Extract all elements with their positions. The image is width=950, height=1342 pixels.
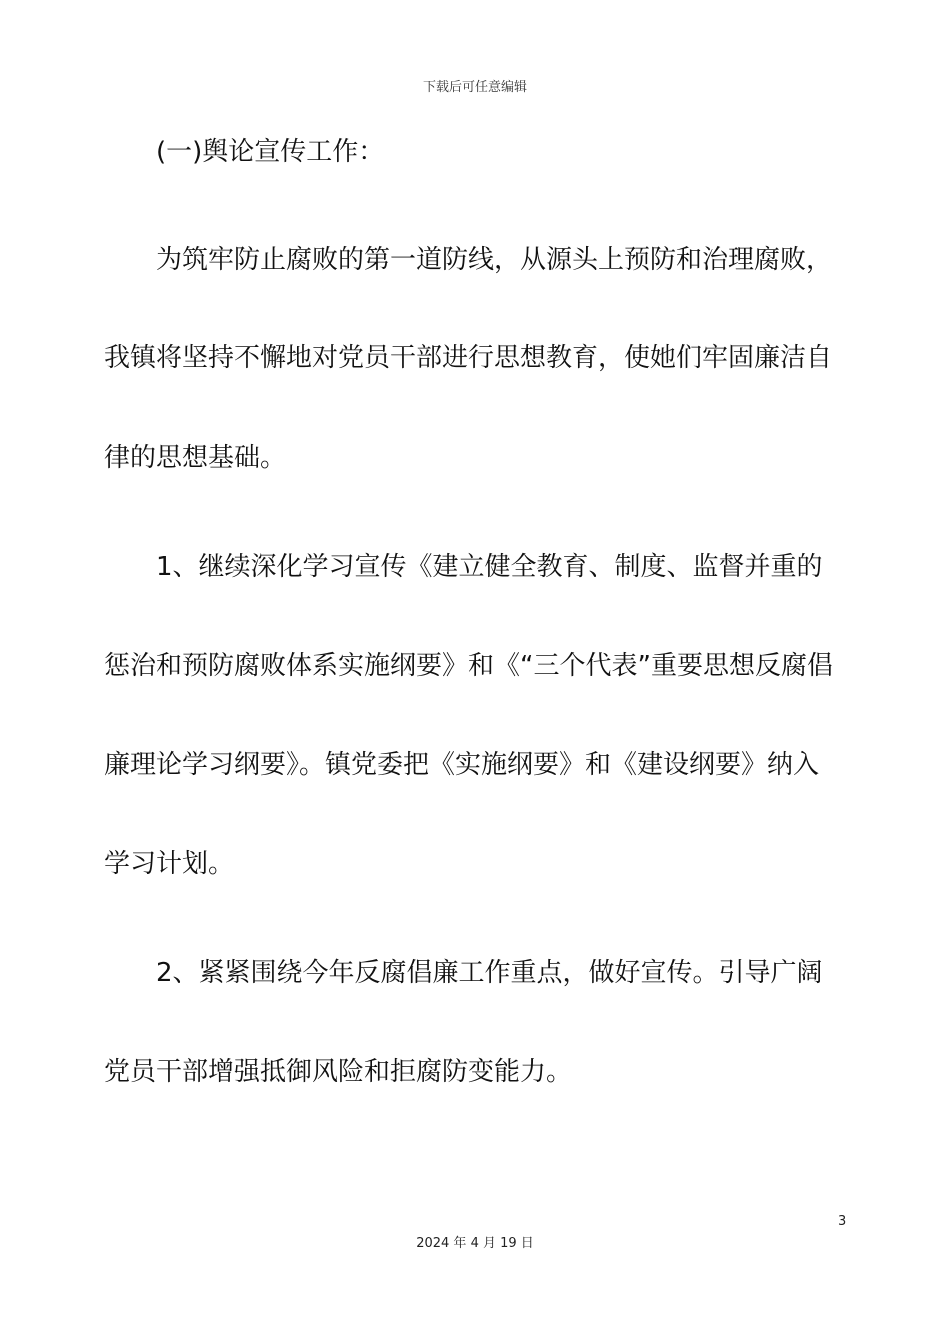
section-heading: (一)舆论宣传工作： xyxy=(156,137,385,167)
paragraph-line: 廉理论学习纲要》。镇党委把《实施纲要》和《建设纲要》纳入 xyxy=(104,750,820,780)
page-number: 3 xyxy=(838,1214,847,1229)
page-header-note: 下载后可任意编辑 xyxy=(422,80,527,95)
paragraph-line: 为筑牢防止腐败的第一道防线，从源头上预防和治理腐败， xyxy=(156,245,833,275)
paragraph-line: 我镇将坚持不懈地对党员干部进行思想教育，使她们牢固廉洁自 xyxy=(104,343,833,373)
footer-date: 2024 年 4 月 19 日 xyxy=(416,1236,534,1251)
paragraph-line: 党员干部增强抵御风险和拒腐防变能力。 xyxy=(104,1057,573,1087)
paragraph-line: 律的思想基础。 xyxy=(104,443,287,473)
paragraph-line: 学习计划。 xyxy=(104,849,235,879)
paragraph-line: 1、继续深化学习宣传《建立健全教育、制度、监督并重的 xyxy=(156,552,823,582)
paragraph-line: 2、紧紧围绕今年反腐倡廉工作重点，做好宣传。引导广阔 xyxy=(156,958,823,988)
paragraph-line: 惩治和预防腐败体系实施纲要》和《“三个代表”重要思想反腐倡 xyxy=(104,651,833,681)
